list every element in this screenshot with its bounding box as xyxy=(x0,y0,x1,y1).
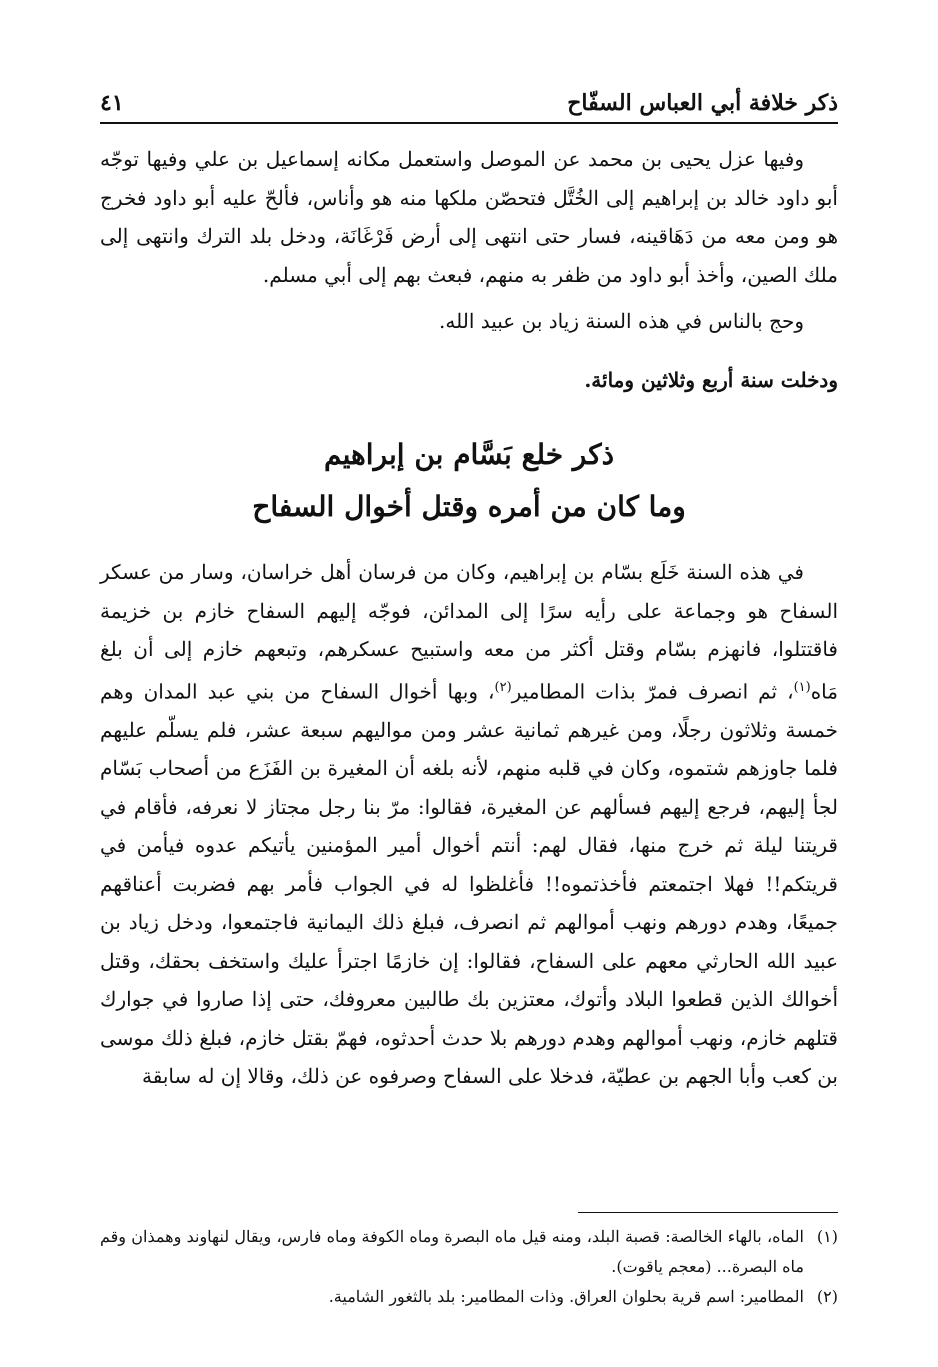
main-text xyxy=(100,140,838,1096)
paragraph-1: وفيها عزل يحيى بن محمد عن الموصل واستعمل مكانه إسماعيل بن علي وفيها توجّه أبو داود خالد بن إبراهيم إلى الخُتَّل فتحصّن ملكها منه هو وأناس، فألحّ عليه أبو داود فخرج هو ومن معه من دَهَاقينه، فسار حتى انتهى إلى أرض فَرْغَانَة، ودخل بلد الترك وانتهى إلى ملك الصين، وأخذ أبو داود من ظفر به منهم، فبعث بهم إلى أبي مسلم. xyxy=(100,147,838,287)
running-head xyxy=(100,80,838,124)
section-heading-line-1: ذكر خلع بَسَّام بن إبراهيم xyxy=(323,438,615,471)
footnotes xyxy=(100,1222,838,1312)
paragraph-4 xyxy=(100,553,838,1096)
year-entry: ودخلت سنة أربع وثلاثين ومائة. xyxy=(584,367,838,392)
footnote-2-mark: (٢) xyxy=(816,1287,838,1306)
footnote-1-text: الماه، بالهاء الخالصة: قصبة البلد، ومنه قيل ماه البصرة وماه الكوفة وماه فارس، ويقال لنهاوند وهمذان وقم ماه البصرة... (معجم ياقوت). xyxy=(100,1227,804,1276)
paragraph-4-part-c: ، وبها أخوال السفاح من بني عبد المدان وهم خمسة وثلاثون رجلًا، ومن غيرهم ثمانية عشر ومن مواليهم سبعة عشر، فلم يسلّم عليهم فلما جاوزهم شتموه، وكان في قلبه منهم، لأنه بلغه أن المغيرة بن الفَزَع من أصحاب بَسّام لجأ إليهم، فرجع إليهم فسألهم عن المغيرة، فقالوا: مرّ بنا رجل مجتاز لا نعرفه، فأقام في قريتنا ليلة ثم خرج منها، فقال لهم: أنتم أخوال أمير المؤمنين يأتيكم عدوه فيأمن في قريتكم!! فهلا اجتمعتم فأخذتموه!! فأغلظوا له في الجواب فأمر بهم فضربت أعناقهم جميعًا، وهدم دورهم ونهب أموالهم ثم انصرف، فبلغ ذلك اليمانية فاجتمعوا، ودخل زياد بن عبيد الله الحارثي معهم على السفاح، فقالوا: إن خازمًا اجترأ عليك واستخف بحقك، وقتل أخوالك الذين قطعوا البلاد وأتوك، معتزين بك طالبين معروفك، حتى إذا صاروا في جوارك قتلهم خازم، ونهب أموالهم وهدم دورهم بلا حدث أحدثوه، فهمّ بقتل خازم، فبلغ ذلك موسى بن كعب وأبا الجهم بن عطيّة، فدخلا على السفاح وصرفوه عن ذلك، وقالا إن له سابقة xyxy=(100,679,838,1089)
footnote-2-text: المطامير: اسم قرية بحلوان العراق. وذات المطامير: بلد بالثغور الشامية. xyxy=(328,1287,804,1306)
footnote-2 xyxy=(100,1282,838,1312)
running-head-title: ذكر خلافة أبي العباس السفّاح xyxy=(567,90,838,116)
paragraph-2: وحج بالناس في هذه السنة زياد بن عبيد الله. xyxy=(439,309,804,333)
paragraph-4-part-a: في هذه السنة خَلَع بسّام بن إبراهيم، وكان من فرسان أهل خراسان، وسار من عسكر السفاح هو وجماعة على رأيه سرًا إلى المدائن، فوجّه إليهم السفاح خازم بن خزيمة فاقتتلوا، فانهزم بسّام وقتل أكثر من معه واستبيح عسكرهم، وتبعهم خازم إلى أن بلغ مَاه xyxy=(100,560,838,704)
section-heading-line-2: وما كان من أمره وقتل أخوال السفاح xyxy=(252,490,686,523)
footnote-separator xyxy=(578,1212,838,1213)
footnote-ref-2[interactable]: (٢) xyxy=(494,679,512,695)
footnote-1 xyxy=(100,1222,838,1282)
section-heading xyxy=(100,429,838,533)
page-number: ٤١ xyxy=(100,90,124,116)
paragraph-4-part-b: ، ثم انصرف فمرّ بذات المطامير xyxy=(511,679,794,704)
footnote-1-mark: (١) xyxy=(816,1227,838,1246)
footnote-ref-1[interactable]: (١) xyxy=(793,679,811,695)
